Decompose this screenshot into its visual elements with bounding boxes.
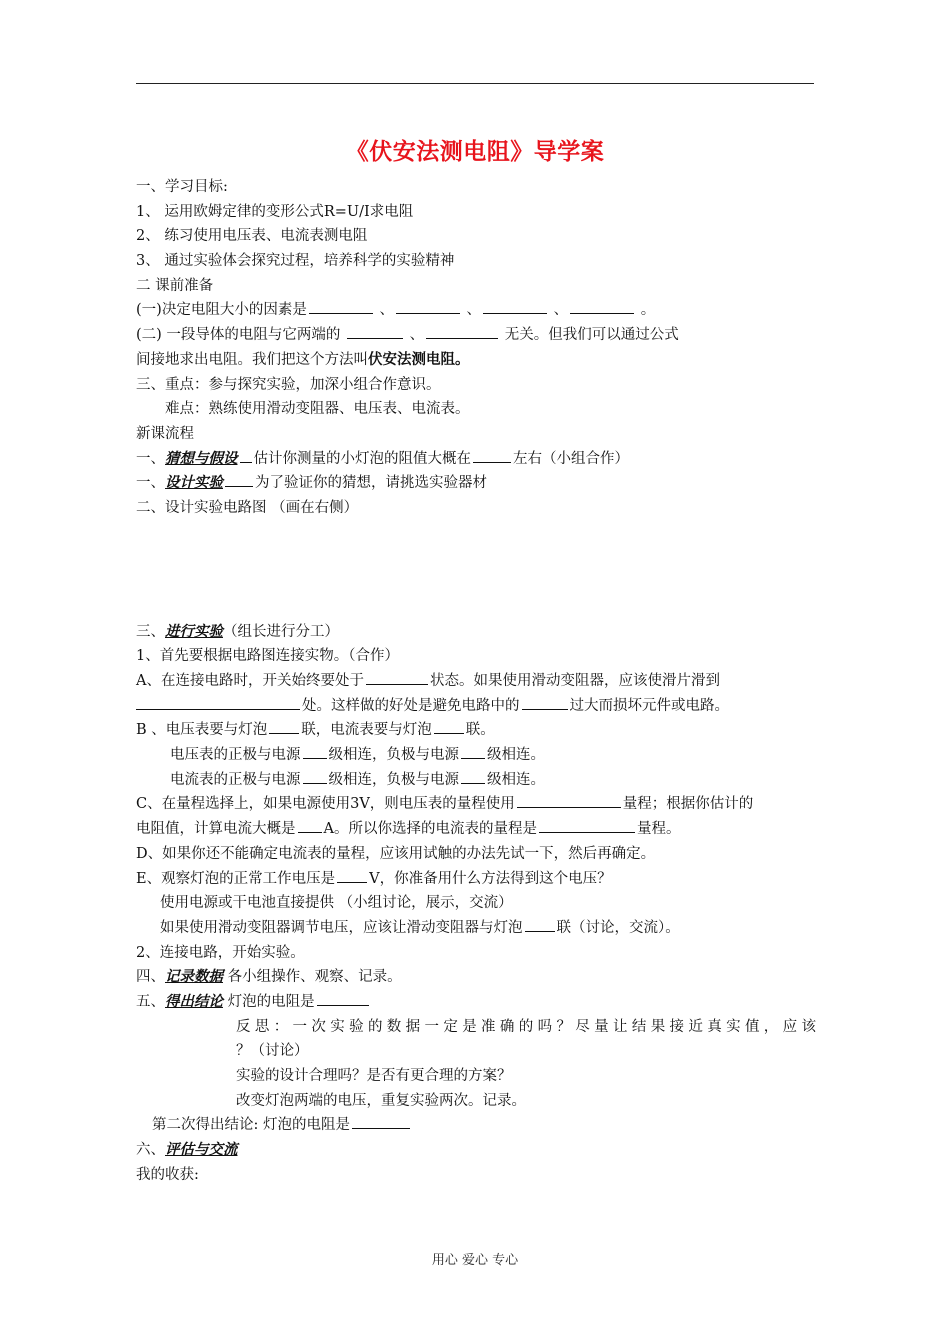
answer-blank[interactable] [136, 694, 300, 710]
difficult-point: 难点：熟练使用滑动变阻器、电压表、电流表。 [165, 401, 470, 418]
experiment-item-2: 2、连接电路，开始实验。 [136, 944, 305, 961]
step-conclusion [136, 990, 816, 1015]
item-E-line-2: 使用电源或干电池直接提供 （小组讨论，展示，交流） [160, 895, 513, 912]
separator: 、 [466, 302, 482, 319]
text: 处。这样做的好处是避免电路中的 [302, 697, 520, 714]
reflection-line-2: ？（讨论） [236, 1043, 309, 1060]
text: 灯泡的电阻是 [223, 993, 315, 1010]
step-experiment [136, 620, 816, 645]
text: E、观察灯泡的正常工作电压是 [136, 870, 336, 887]
item-E-line-1 [136, 867, 816, 892]
text: 间接地求出电阻。我们把这个方法叫 [136, 351, 368, 368]
text: 级相连，负极与电源 [328, 747, 459, 764]
text: B 、电压表要与灯泡 [136, 722, 268, 739]
text: (二) 一段导体的电阻与它两端的 [136, 327, 341, 344]
text: V，你准备用什么方法得到这个电压？ [369, 870, 612, 887]
text: 为了验证你的猜想，请挑选实验器材 [255, 475, 487, 492]
answer-blank[interactable] [269, 718, 299, 734]
step-number: 六、 [136, 1142, 165, 1159]
step-number: 五、 [136, 993, 165, 1010]
separator: 、 [379, 302, 394, 319]
method-name: 伏安法测电阻。 [368, 350, 470, 368]
text: 无关。但我们可以通过公式 [504, 327, 679, 344]
answer-blank[interactable] [525, 916, 555, 932]
text: 级相连，负极与电源 [328, 771, 459, 788]
step-title: 评估与交流 [165, 1141, 238, 1159]
item-E-line-3 [136, 916, 816, 941]
item-A-line-2 [136, 694, 816, 719]
answer-blank[interactable] [298, 817, 322, 833]
item-A-line-1 [136, 669, 816, 694]
prep-question-2 [136, 323, 816, 348]
text: (一)决定电阻大小的因素是 [136, 302, 307, 319]
separator: 、 [553, 302, 569, 319]
reflection-line-4: 改变灯泡两端的电压，重复实验两次。记录。 [236, 1092, 526, 1109]
worksheet-body [136, 175, 816, 1187]
answer-blank[interactable] [317, 990, 369, 1006]
step-title: 设计实验 [165, 474, 223, 492]
text: 左右（小组合作） [513, 450, 629, 467]
step-number: 四、 [136, 969, 165, 986]
lesson-flow-heading: 新课流程 [136, 425, 194, 442]
prep-question-1 [136, 298, 816, 323]
answer-blank[interactable] [303, 768, 327, 784]
text: （组长进行分工） [223, 623, 339, 640]
answer-blank[interactable] [396, 298, 460, 314]
step-title: 猜想与假设 [165, 449, 238, 467]
step-circuit: 二、设计实验电路图 （画在右侧） [136, 499, 359, 516]
answer-blank[interactable] [303, 743, 327, 759]
text: 电压表的正极与电源 [170, 747, 301, 764]
text: 过大而损坏元件或电路。 [569, 697, 729, 714]
answer-blank[interactable] [483, 298, 547, 314]
page-title: 《伏安法测电阻》导学案 [345, 139, 605, 165]
objective-1: 1、 运用欧姆定律的变形公式R=U/I求电阻 [136, 203, 414, 220]
answer-blank[interactable] [352, 1113, 410, 1129]
separator: 、 [409, 327, 425, 344]
answer-blank[interactable] [366, 669, 428, 685]
step-number: 三、 [136, 623, 165, 640]
text: 各小组操作、观察、记录。 [223, 969, 402, 986]
prep-question-2-cont [136, 348, 816, 373]
item-B-line-1 [136, 718, 816, 743]
text: C、在量程选择上，如果电源使用3V，则电压表的量程使用 [136, 796, 515, 813]
item-C-line-1 [136, 792, 816, 817]
step-guess [136, 447, 816, 472]
answer-blank[interactable] [522, 694, 568, 710]
answer-blank[interactable] [539, 817, 635, 833]
answer-blank[interactable] [461, 743, 485, 759]
reflection-line-1: 反思：一次实验的数据一定是准确的吗？尽量让结果接近真实值，应该 [236, 1018, 816, 1035]
step-number: 一、 [136, 450, 165, 467]
page-footer: 用心 爱心 专心 [431, 1253, 519, 1268]
answer-blank[interactable] [461, 768, 485, 784]
step-design [136, 471, 816, 496]
second-conclusion [136, 1113, 816, 1138]
text: 级相连。 [487, 747, 545, 764]
answer-blank[interactable] [309, 298, 373, 314]
text: 联，电流表要与灯泡 [301, 722, 432, 739]
answer-blank[interactable] [570, 298, 634, 314]
title-underline [225, 471, 253, 487]
step-title: 进行实验 [165, 622, 223, 640]
answer-blank[interactable] [347, 323, 403, 339]
reflection-line-3: 实验的设计合理吗？是否有更合理的方案？ [236, 1068, 512, 1084]
experiment-item-1: 1、首先要根据电路图连接实物。（合作） [136, 648, 399, 665]
key-point: 三、重点：参与探究实验，加深小组合作意识。 [136, 376, 441, 393]
preparation-heading: 二 课前准备 [136, 277, 214, 294]
text: A、在连接电路时，开关始终要处于 [136, 673, 364, 689]
item-D: D、如果你还不能确定电流表的量程，应该用试触的办法先试一下，然后再确定。 [136, 845, 656, 862]
item-B-line-2 [136, 743, 816, 768]
my-gains: 我的收获: [136, 1166, 199, 1183]
text: 如果使用滑动变阻器调节电压，应该让滑动变阻器与灯泡 [160, 919, 523, 936]
step-evaluate [136, 1138, 816, 1163]
circuit-drawing-space [136, 521, 816, 620]
text: A。所以你选择的电流表的量程是 [323, 821, 537, 838]
text: 估计你测量的小灯泡的阻值大概在 [253, 450, 471, 467]
item-B-line-3 [136, 768, 816, 793]
answer-blank[interactable] [337, 867, 367, 883]
text: 状态。如果使用滑动变阻器，应该使滑片滑到 [429, 673, 720, 689]
objective-3: 3、 通过实验体会探究过程，培养科学的实验精神 [136, 253, 455, 270]
text: 量程；根据你估计的 [622, 796, 754, 813]
text: 第二次得出结论: 灯泡的电阻是 [152, 1117, 350, 1134]
objective-2: 2、 练习使用电压表、电流表测电阻 [136, 228, 368, 245]
answer-blank[interactable] [434, 718, 464, 734]
step-title: 得出结论 [165, 992, 223, 1010]
step-record [136, 965, 816, 990]
item-C-line-2 [136, 817, 816, 842]
step-number: 一、 [136, 475, 165, 492]
answer-blank[interactable] [517, 792, 621, 808]
text: 联（讨论，交流）。 [556, 919, 680, 936]
text: 联。 [465, 722, 495, 739]
text: 量程。 [636, 821, 681, 838]
text: 电流表的正极与电源 [170, 771, 301, 788]
step-title: 记录数据 [165, 968, 223, 986]
period: 。 [640, 302, 656, 319]
title-underline [240, 447, 252, 463]
header-rule [136, 83, 814, 84]
objectives-heading: 一、学习目标: [136, 179, 228, 195]
text: 级相连。 [487, 771, 545, 788]
text: 电阻值，计算电流大概是 [136, 821, 296, 838]
answer-blank[interactable] [426, 323, 498, 339]
answer-blank[interactable] [473, 447, 511, 463]
